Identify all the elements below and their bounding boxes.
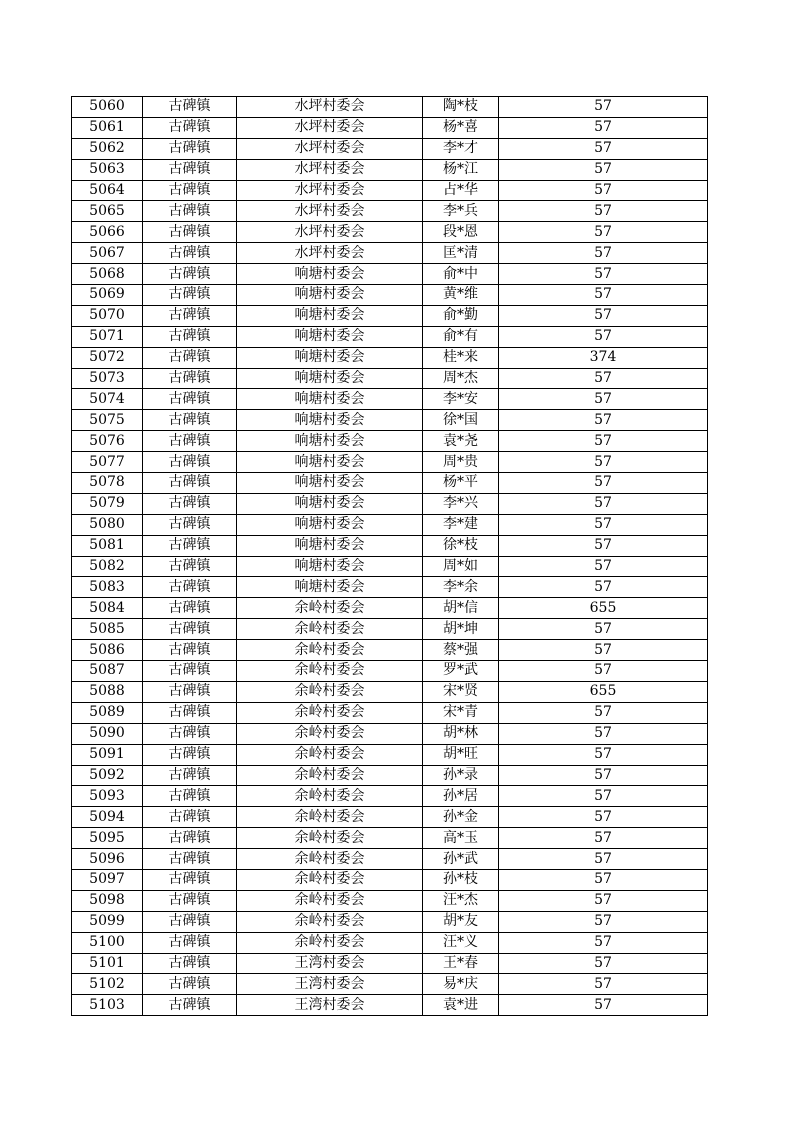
village-committee-cell: 响塘村委会 xyxy=(237,326,423,347)
row-number-cell: 5072 xyxy=(72,347,143,368)
person-name-cell: 俞*中 xyxy=(423,264,499,285)
village-committee-cell: 水坪村委会 xyxy=(237,180,423,201)
town-cell: 古碑镇 xyxy=(143,765,237,786)
row-number-cell: 5070 xyxy=(72,305,143,326)
row-number-cell: 5087 xyxy=(72,661,143,682)
table-row xyxy=(72,138,708,159)
town-cell: 古碑镇 xyxy=(143,285,237,306)
person-name-cell: 李*建 xyxy=(423,514,499,535)
row-number-cell: 5088 xyxy=(72,681,143,702)
town-cell: 古碑镇 xyxy=(143,556,237,577)
row-number-cell: 5069 xyxy=(72,285,143,306)
row-number-cell: 5081 xyxy=(72,535,143,556)
person-name-cell: 宋*贤 xyxy=(423,681,499,702)
town-cell: 古碑镇 xyxy=(143,911,237,932)
row-number-cell: 5102 xyxy=(72,974,143,995)
table-row xyxy=(72,368,708,389)
town-cell: 古碑镇 xyxy=(143,243,237,264)
village-committee-cell: 余岭村委会 xyxy=(237,640,423,661)
town-cell: 古碑镇 xyxy=(143,264,237,285)
town-cell: 古碑镇 xyxy=(143,180,237,201)
village-committee-cell: 余岭村委会 xyxy=(237,661,423,682)
row-number-cell: 5074 xyxy=(72,389,143,410)
table-row xyxy=(72,97,708,118)
table-row xyxy=(72,264,708,285)
town-cell: 古碑镇 xyxy=(143,598,237,619)
amount-cell: 57 xyxy=(499,932,708,953)
person-name-cell: 陶*枝 xyxy=(423,97,499,118)
row-number-cell: 5096 xyxy=(72,849,143,870)
person-name-cell: 胡*林 xyxy=(423,723,499,744)
village-committee-cell: 响塘村委会 xyxy=(237,514,423,535)
village-committee-cell: 响塘村委会 xyxy=(237,556,423,577)
village-committee-cell: 响塘村委会 xyxy=(237,347,423,368)
row-number-cell: 5061 xyxy=(72,117,143,138)
roster-table-body xyxy=(72,97,708,1016)
village-committee-cell: 响塘村委会 xyxy=(237,577,423,598)
person-name-cell: 罗*武 xyxy=(423,661,499,682)
village-committee-cell: 水坪村委会 xyxy=(237,222,423,243)
amount-cell: 57 xyxy=(499,640,708,661)
table-row xyxy=(72,932,708,953)
village-committee-cell: 王湾村委会 xyxy=(237,995,423,1016)
row-number-cell: 5101 xyxy=(72,953,143,974)
town-cell: 古碑镇 xyxy=(143,493,237,514)
amount-cell: 57 xyxy=(499,452,708,473)
row-number-cell: 5103 xyxy=(72,995,143,1016)
table-row xyxy=(72,180,708,201)
village-committee-cell: 响塘村委会 xyxy=(237,473,423,494)
table-row xyxy=(72,911,708,932)
table-row xyxy=(72,807,708,828)
row-number-cell: 5076 xyxy=(72,431,143,452)
village-committee-cell: 余岭村委会 xyxy=(237,890,423,911)
village-committee-cell: 响塘村委会 xyxy=(237,493,423,514)
person-name-cell: 周*杰 xyxy=(423,368,499,389)
town-cell: 古碑镇 xyxy=(143,661,237,682)
person-name-cell: 段*恩 xyxy=(423,222,499,243)
row-number-cell: 5086 xyxy=(72,640,143,661)
person-name-cell: 宋*青 xyxy=(423,702,499,723)
table-row xyxy=(72,995,708,1016)
town-cell: 古碑镇 xyxy=(143,326,237,347)
village-committee-cell: 响塘村委会 xyxy=(237,305,423,326)
village-committee-cell: 水坪村委会 xyxy=(237,243,423,264)
row-number-cell: 5099 xyxy=(72,911,143,932)
amount-cell: 57 xyxy=(499,138,708,159)
village-committee-cell: 余岭村委会 xyxy=(237,807,423,828)
amount-cell: 57 xyxy=(499,723,708,744)
table-row xyxy=(72,640,708,661)
village-committee-cell: 响塘村委会 xyxy=(237,431,423,452)
table-row xyxy=(72,765,708,786)
row-number-cell: 5075 xyxy=(72,410,143,431)
village-committee-cell: 余岭村委会 xyxy=(237,765,423,786)
town-cell: 古碑镇 xyxy=(143,577,237,598)
amount-cell: 57 xyxy=(499,974,708,995)
table-row xyxy=(72,535,708,556)
town-cell: 古碑镇 xyxy=(143,138,237,159)
table-row xyxy=(72,222,708,243)
table-row xyxy=(72,744,708,765)
table-row xyxy=(72,556,708,577)
town-cell: 古碑镇 xyxy=(143,222,237,243)
amount-cell: 57 xyxy=(499,744,708,765)
row-number-cell: 5068 xyxy=(72,264,143,285)
roster-table xyxy=(71,96,708,1016)
table-row xyxy=(72,389,708,410)
town-cell: 古碑镇 xyxy=(143,514,237,535)
row-number-cell: 5084 xyxy=(72,598,143,619)
village-committee-cell: 水坪村委会 xyxy=(237,117,423,138)
person-name-cell: 杨*江 xyxy=(423,159,499,180)
amount-cell: 57 xyxy=(499,326,708,347)
person-name-cell: 易*庆 xyxy=(423,974,499,995)
village-committee-cell: 响塘村委会 xyxy=(237,410,423,431)
amount-cell: 57 xyxy=(499,264,708,285)
table-row xyxy=(72,493,708,514)
amount-cell: 655 xyxy=(499,681,708,702)
person-name-cell: 占*华 xyxy=(423,180,499,201)
person-name-cell: 王*春 xyxy=(423,953,499,974)
town-cell: 古碑镇 xyxy=(143,368,237,389)
village-committee-cell: 余岭村委会 xyxy=(237,786,423,807)
amount-cell: 57 xyxy=(499,305,708,326)
person-name-cell: 李*兵 xyxy=(423,201,499,222)
village-committee-cell: 余岭村委会 xyxy=(237,598,423,619)
table-row xyxy=(72,326,708,347)
amount-cell: 57 xyxy=(499,765,708,786)
amount-cell: 57 xyxy=(499,807,708,828)
town-cell: 古碑镇 xyxy=(143,535,237,556)
town-cell: 古碑镇 xyxy=(143,974,237,995)
person-name-cell: 袁*进 xyxy=(423,995,499,1016)
table-row xyxy=(72,619,708,640)
person-name-cell: 匡*清 xyxy=(423,243,499,264)
amount-cell: 57 xyxy=(499,159,708,180)
village-committee-cell: 余岭村委会 xyxy=(237,828,423,849)
town-cell: 古碑镇 xyxy=(143,681,237,702)
village-committee-cell: 余岭村委会 xyxy=(237,849,423,870)
amount-cell: 374 xyxy=(499,347,708,368)
row-number-cell: 5094 xyxy=(72,807,143,828)
town-cell: 古碑镇 xyxy=(143,828,237,849)
amount-cell: 57 xyxy=(499,117,708,138)
row-number-cell: 5085 xyxy=(72,619,143,640)
row-number-cell: 5090 xyxy=(72,723,143,744)
person-name-cell: 周*如 xyxy=(423,556,499,577)
row-number-cell: 5089 xyxy=(72,702,143,723)
table-row xyxy=(72,577,708,598)
table-row xyxy=(72,786,708,807)
village-committee-cell: 响塘村委会 xyxy=(237,264,423,285)
table-row xyxy=(72,285,708,306)
village-committee-cell: 响塘村委会 xyxy=(237,389,423,410)
amount-cell: 57 xyxy=(499,493,708,514)
village-committee-cell: 响塘村委会 xyxy=(237,452,423,473)
row-number-cell: 5092 xyxy=(72,765,143,786)
row-number-cell: 5073 xyxy=(72,368,143,389)
person-name-cell: 孙*金 xyxy=(423,807,499,828)
table-row xyxy=(72,828,708,849)
amount-cell: 57 xyxy=(499,410,708,431)
table-row xyxy=(72,953,708,974)
amount-cell: 57 xyxy=(499,890,708,911)
row-number-cell: 5067 xyxy=(72,243,143,264)
row-number-cell: 5083 xyxy=(72,577,143,598)
table-row xyxy=(72,890,708,911)
row-number-cell: 5062 xyxy=(72,138,143,159)
row-number-cell: 5060 xyxy=(72,97,143,118)
person-name-cell: 李*余 xyxy=(423,577,499,598)
table-row xyxy=(72,117,708,138)
amount-cell: 57 xyxy=(499,828,708,849)
person-name-cell: 孙*录 xyxy=(423,765,499,786)
amount-cell: 57 xyxy=(499,849,708,870)
village-committee-cell: 余岭村委会 xyxy=(237,932,423,953)
table-row xyxy=(72,702,708,723)
person-name-cell: 俞*勤 xyxy=(423,305,499,326)
table-row xyxy=(72,431,708,452)
table-row xyxy=(72,514,708,535)
amount-cell: 57 xyxy=(499,869,708,890)
person-name-cell: 袁*尧 xyxy=(423,431,499,452)
person-name-cell: 汪*义 xyxy=(423,932,499,953)
village-committee-cell: 水坪村委会 xyxy=(237,97,423,118)
amount-cell: 57 xyxy=(499,556,708,577)
town-cell: 古碑镇 xyxy=(143,117,237,138)
table-row xyxy=(72,159,708,180)
amount-cell: 57 xyxy=(499,473,708,494)
row-number-cell: 5079 xyxy=(72,493,143,514)
amount-cell: 57 xyxy=(499,514,708,535)
village-committee-cell: 水坪村委会 xyxy=(237,201,423,222)
person-name-cell: 桂*来 xyxy=(423,347,499,368)
person-name-cell: 李*兴 xyxy=(423,493,499,514)
table-row xyxy=(72,974,708,995)
person-name-cell: 汪*杰 xyxy=(423,890,499,911)
town-cell: 古碑镇 xyxy=(143,786,237,807)
amount-cell: 57 xyxy=(499,97,708,118)
table-row xyxy=(72,473,708,494)
town-cell: 古碑镇 xyxy=(143,723,237,744)
amount-cell: 57 xyxy=(499,577,708,598)
person-name-cell: 徐*国 xyxy=(423,410,499,431)
village-committee-cell: 响塘村委会 xyxy=(237,368,423,389)
town-cell: 古碑镇 xyxy=(143,744,237,765)
town-cell: 古碑镇 xyxy=(143,201,237,222)
town-cell: 古碑镇 xyxy=(143,159,237,180)
person-name-cell: 胡*信 xyxy=(423,598,499,619)
amount-cell: 57 xyxy=(499,702,708,723)
village-committee-cell: 余岭村委会 xyxy=(237,681,423,702)
table-row xyxy=(72,305,708,326)
amount-cell: 57 xyxy=(499,995,708,1016)
town-cell: 古碑镇 xyxy=(143,702,237,723)
amount-cell: 57 xyxy=(499,953,708,974)
town-cell: 古碑镇 xyxy=(143,932,237,953)
amount-cell: 57 xyxy=(499,243,708,264)
amount-cell: 57 xyxy=(499,431,708,452)
village-committee-cell: 水坪村委会 xyxy=(237,159,423,180)
village-committee-cell: 王湾村委会 xyxy=(237,953,423,974)
amount-cell: 57 xyxy=(499,368,708,389)
person-name-cell: 孙*枝 xyxy=(423,869,499,890)
person-name-cell: 孙*武 xyxy=(423,849,499,870)
amount-cell: 57 xyxy=(499,389,708,410)
town-cell: 古碑镇 xyxy=(143,347,237,368)
person-name-cell: 徐*枝 xyxy=(423,535,499,556)
village-committee-cell: 余岭村委会 xyxy=(237,744,423,765)
amount-cell: 57 xyxy=(499,180,708,201)
row-number-cell: 5098 xyxy=(72,890,143,911)
amount-cell: 57 xyxy=(499,786,708,807)
amount-cell: 57 xyxy=(499,661,708,682)
person-name-cell: 蔡*强 xyxy=(423,640,499,661)
row-number-cell: 5071 xyxy=(72,326,143,347)
table-row xyxy=(72,723,708,744)
town-cell: 古碑镇 xyxy=(143,849,237,870)
amount-cell: 57 xyxy=(499,535,708,556)
person-name-cell: 孙*居 xyxy=(423,786,499,807)
person-name-cell: 李*安 xyxy=(423,389,499,410)
person-name-cell: 高*玉 xyxy=(423,828,499,849)
table-row xyxy=(72,201,708,222)
table-row xyxy=(72,347,708,368)
table-row xyxy=(72,410,708,431)
row-number-cell: 5077 xyxy=(72,452,143,473)
amount-cell: 57 xyxy=(499,285,708,306)
table-row xyxy=(72,681,708,702)
table-row xyxy=(72,849,708,870)
village-committee-cell: 王湾村委会 xyxy=(237,974,423,995)
village-committee-cell: 水坪村委会 xyxy=(237,138,423,159)
village-committee-cell: 响塘村委会 xyxy=(237,535,423,556)
village-committee-cell: 余岭村委会 xyxy=(237,619,423,640)
row-number-cell: 5080 xyxy=(72,514,143,535)
person-name-cell: 胡*坤 xyxy=(423,619,499,640)
village-committee-cell: 余岭村委会 xyxy=(237,702,423,723)
town-cell: 古碑镇 xyxy=(143,97,237,118)
table-row xyxy=(72,452,708,473)
row-number-cell: 5095 xyxy=(72,828,143,849)
person-name-cell: 李*才 xyxy=(423,138,499,159)
table-row xyxy=(72,243,708,264)
row-number-cell: 5093 xyxy=(72,786,143,807)
amount-cell: 57 xyxy=(499,222,708,243)
town-cell: 古碑镇 xyxy=(143,995,237,1016)
person-name-cell: 杨*平 xyxy=(423,473,499,494)
row-number-cell: 5078 xyxy=(72,473,143,494)
town-cell: 古碑镇 xyxy=(143,807,237,828)
town-cell: 古碑镇 xyxy=(143,869,237,890)
village-committee-cell: 余岭村委会 xyxy=(237,869,423,890)
row-number-cell: 5065 xyxy=(72,201,143,222)
amount-cell: 57 xyxy=(499,201,708,222)
village-committee-cell: 余岭村委会 xyxy=(237,911,423,932)
person-name-cell: 杨*喜 xyxy=(423,117,499,138)
town-cell: 古碑镇 xyxy=(143,410,237,431)
village-committee-cell: 响塘村委会 xyxy=(237,285,423,306)
person-name-cell: 黄*维 xyxy=(423,285,499,306)
row-number-cell: 5100 xyxy=(72,932,143,953)
table-row xyxy=(72,869,708,890)
town-cell: 古碑镇 xyxy=(143,389,237,410)
person-name-cell: 胡*旺 xyxy=(423,744,499,765)
person-name-cell: 胡*友 xyxy=(423,911,499,932)
town-cell: 古碑镇 xyxy=(143,619,237,640)
town-cell: 古碑镇 xyxy=(143,640,237,661)
row-number-cell: 5091 xyxy=(72,744,143,765)
table-row xyxy=(72,661,708,682)
table-row xyxy=(72,598,708,619)
amount-cell: 57 xyxy=(499,911,708,932)
town-cell: 古碑镇 xyxy=(143,431,237,452)
row-number-cell: 5097 xyxy=(72,869,143,890)
row-number-cell: 5063 xyxy=(72,159,143,180)
row-number-cell: 5066 xyxy=(72,222,143,243)
row-number-cell: 5082 xyxy=(72,556,143,577)
town-cell: 古碑镇 xyxy=(143,473,237,494)
town-cell: 古碑镇 xyxy=(143,452,237,473)
amount-cell: 655 xyxy=(499,598,708,619)
person-name-cell: 周*贵 xyxy=(423,452,499,473)
town-cell: 古碑镇 xyxy=(143,305,237,326)
town-cell: 古碑镇 xyxy=(143,890,237,911)
amount-cell: 57 xyxy=(499,619,708,640)
village-committee-cell: 余岭村委会 xyxy=(237,723,423,744)
town-cell: 古碑镇 xyxy=(143,953,237,974)
row-number-cell: 5064 xyxy=(72,180,143,201)
person-name-cell: 俞*有 xyxy=(423,326,499,347)
